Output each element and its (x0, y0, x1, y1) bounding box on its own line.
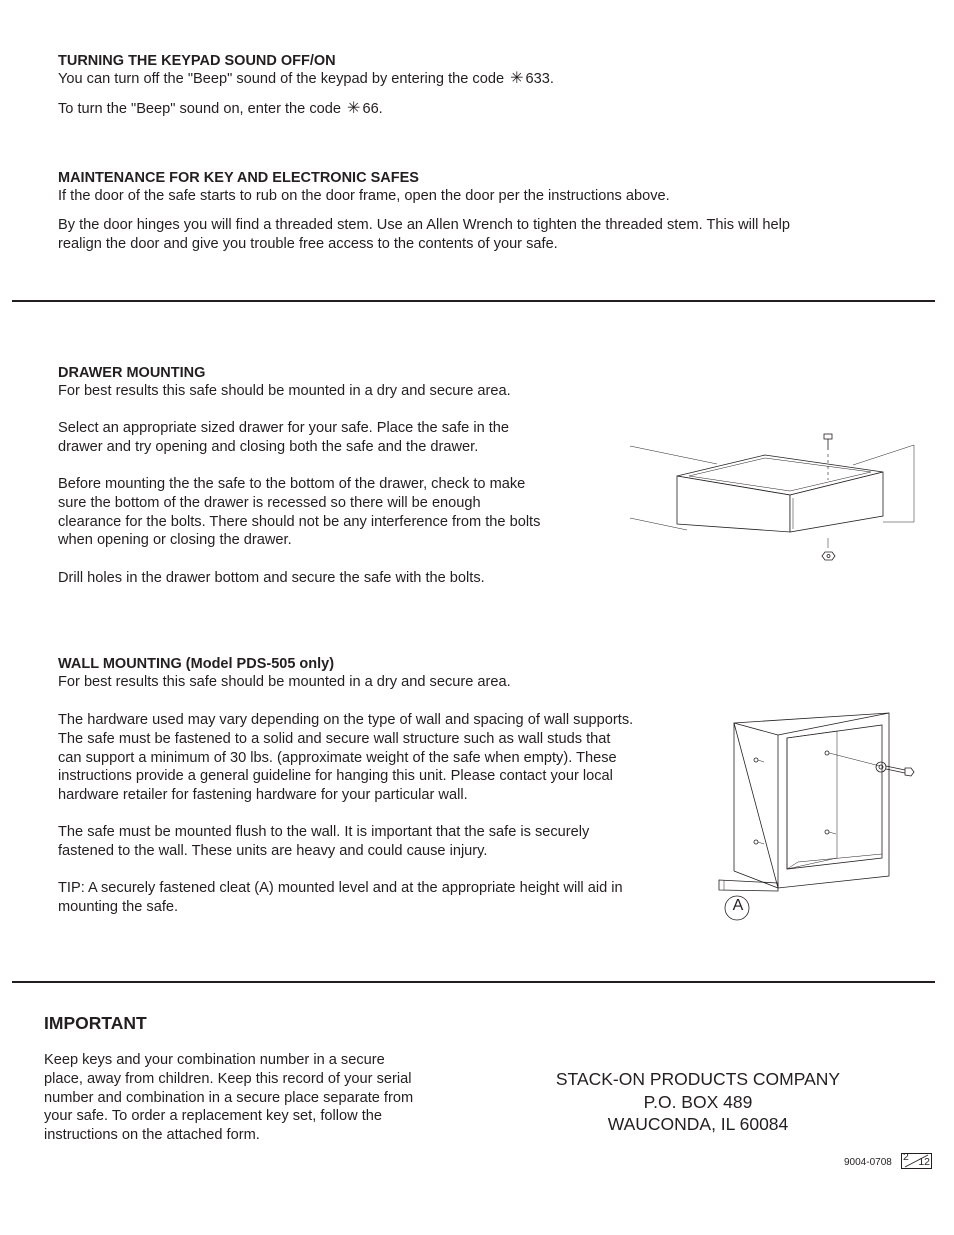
text-line: realign the door and give you trouble free access to the contents of your safe. (58, 235, 558, 252)
drawer-paragraph-4: Drill holes in the drawer bottom and secure the safe with the bolts. (58, 570, 485, 586)
wall-heading: WALL MOUNTING (Model PDS-505 only) (58, 656, 335, 672)
text-line: Keep keys and your combination number in a secure (44, 1052, 385, 1068)
part-number: 9004-0708 (844, 1157, 892, 1168)
company-address (520, 1068, 876, 1136)
text-line: fastened to the wall. These units are heavy and could cause injury. (58, 842, 488, 859)
drawer-mounting-illustration (625, 430, 925, 570)
page-indicator (901, 1153, 932, 1169)
wall-paragraph-2 (58, 711, 633, 805)
wall-mounting-illustration (712, 706, 922, 926)
text-line: clearance for the bolts. There should not be any interference from the bolts (58, 513, 541, 530)
wall-paragraph-1: For best results this safe should be mounted in a dry and secure area. (58, 674, 511, 690)
page-total: 12 (918, 1156, 930, 1168)
wall-paragraph-3 (58, 823, 589, 861)
page-number: 2 (903, 1151, 909, 1163)
text-line: instructions on the attached form. (44, 1127, 260, 1144)
text-line: The hardware used may vary depending on the type of wall and spacing of wall supports. (58, 712, 634, 728)
asterisk-icon: ✳ (347, 100, 361, 117)
section-divider (12, 300, 935, 302)
section-divider (12, 981, 935, 983)
text-line: can support a minimum of 30 lbs. (approximate weight of the safe when empty). These (58, 749, 617, 766)
text-line: when opening or closing the drawer. (58, 532, 292, 549)
maintenance-heading: MAINTENANCE FOR KEY AND ELECTRONIC SAFES (58, 170, 419, 186)
keypad-off-sentence: You can turn off the "Beep" sound of the keypad by entering the code (58, 71, 505, 87)
important-paragraph (44, 1051, 413, 1145)
text-line: your safe. To order a replacement key set, follow the (44, 1108, 382, 1125)
drawer-paragraph-3 (58, 475, 540, 550)
drawer-paragraph-2 (58, 419, 509, 457)
drawer-heading: DRAWER MOUNTING (58, 365, 206, 381)
asterisk-icon: ✳ (510, 70, 524, 87)
text-line: The safe must be mounted flush to the wall. It is important that the safe is securely (58, 824, 590, 840)
text-line: By the door hinges you will find a threaded stem. Use an Allen Wrench to tighten the threaded stem. This will help (58, 217, 790, 233)
text-line: number and combination in a secure place separate from (44, 1089, 414, 1106)
cleat-callout-label: A (732, 897, 744, 914)
text-line: instructions provide a general guideline for hanging this unit. Please contact your local (58, 768, 613, 785)
keypad-heading: TURNING THE KEYPAD SOUND OFF/ON (58, 53, 336, 69)
keypad-on-sentence: To turn the "Beep" sound on, enter the code (58, 101, 341, 117)
text-line: mounting the safe. (58, 898, 179, 915)
keypad-on-code: 66. (362, 101, 383, 117)
text-line: drawer and try opening and closing both the safe and the drawer. (58, 438, 479, 455)
keypad-off-code: 633. (525, 71, 554, 87)
maintenance-paragraph-1: If the door of the safe starts to rub on the door frame, open the door per the instructions above. (58, 188, 670, 204)
keypad-off-text (58, 70, 554, 89)
maintenance-paragraph-2 (58, 216, 790, 254)
company-po-box: P.O. BOX 489 (643, 1091, 753, 1112)
company-name: STACK-ON PRODUCTS COMPANY (555, 1069, 841, 1089)
text-line: place, away from children. Keep this record of your serial (44, 1070, 412, 1087)
company-city: WAUCONDA, IL 60084 (607, 1114, 789, 1134)
drawer-paragraph-1: For best results this safe should be mounted in a dry and secure area. (58, 383, 511, 399)
important-heading: IMPORTANT (44, 1013, 147, 1033)
text-line: Before mounting the the safe to the bottom of the drawer, check to make (58, 476, 526, 492)
text-line: TIP: A securely fastened cleat (A) mounted level and at the appropriate height will aid in (58, 880, 623, 896)
keypad-on-text (58, 100, 383, 119)
text-line: Select an appropriate sized drawer for your safe. Place the safe in the (58, 420, 510, 436)
text-line: sure the bottom of the drawer is recessed so there will be enough (58, 494, 481, 511)
text-line: The safe must be fastened to a solid and secure wall structure such as wall studs that (58, 730, 611, 747)
wall-paragraph-4 (58, 879, 623, 917)
text-line: hardware retailer for fastening hardware for your particular wall. (58, 787, 468, 804)
